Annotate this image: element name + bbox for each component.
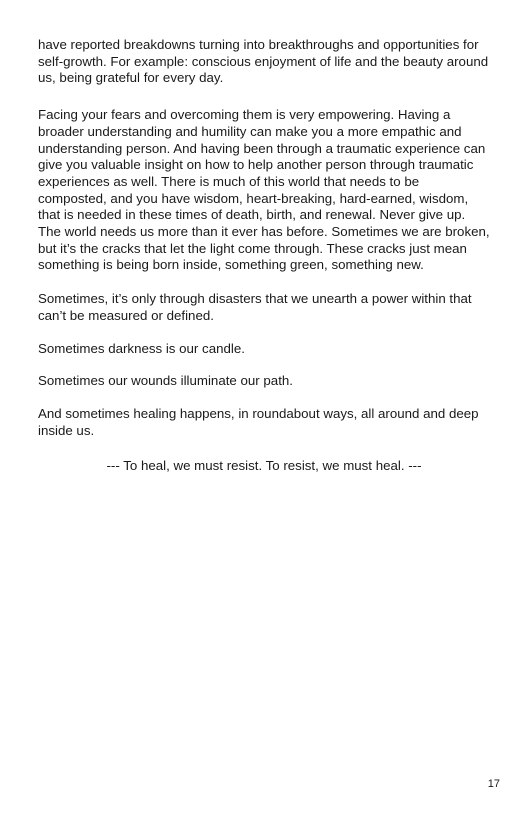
page-body xyxy=(38,37,490,475)
closing-line: --- To heal, we must resist. To resist, we must heal. --- xyxy=(106,458,422,474)
page-number: 17 xyxy=(487,778,500,790)
paragraph-facing-fears: Facing your fears and overcoming them is very empowering. Having a broader understanding and humility can make you a more empathic and understanding person. And having been through a traumatic experience can give you valuable insight on how to help another person through traumatic experiences as well. There is much of this world that needs to be composted, and you have wisdom, heart-breaking, hard-earned, wisdom, that is needed in these times of death, birth, and renewal. Never give up. The world needs us more than it ever has before. Sometimes we are broken, but it’s the cracks that let the light come through. These cracks just mean something is being born inside, something green, something new. xyxy=(38,107,490,273)
paragraph-disasters: Sometimes, it’s only through disasters that we unearth a power within that can’t be measured or defined. xyxy=(38,291,472,323)
paragraph-darkness: Sometimes darkness is our candle. xyxy=(38,340,245,356)
paragraph-wounds: Sometimes our wounds illuminate our path. xyxy=(38,373,293,389)
paragraph-healing: And sometimes healing happens, in roundabout ways, all around and deep inside us. xyxy=(38,405,479,438)
paragraph-breakthroughs: have reported breakdowns turning into breakthroughs and opportunities for self-growth. For example: conscious enjoyment of life and the beauty around us, being grateful for every day. xyxy=(38,37,489,86)
